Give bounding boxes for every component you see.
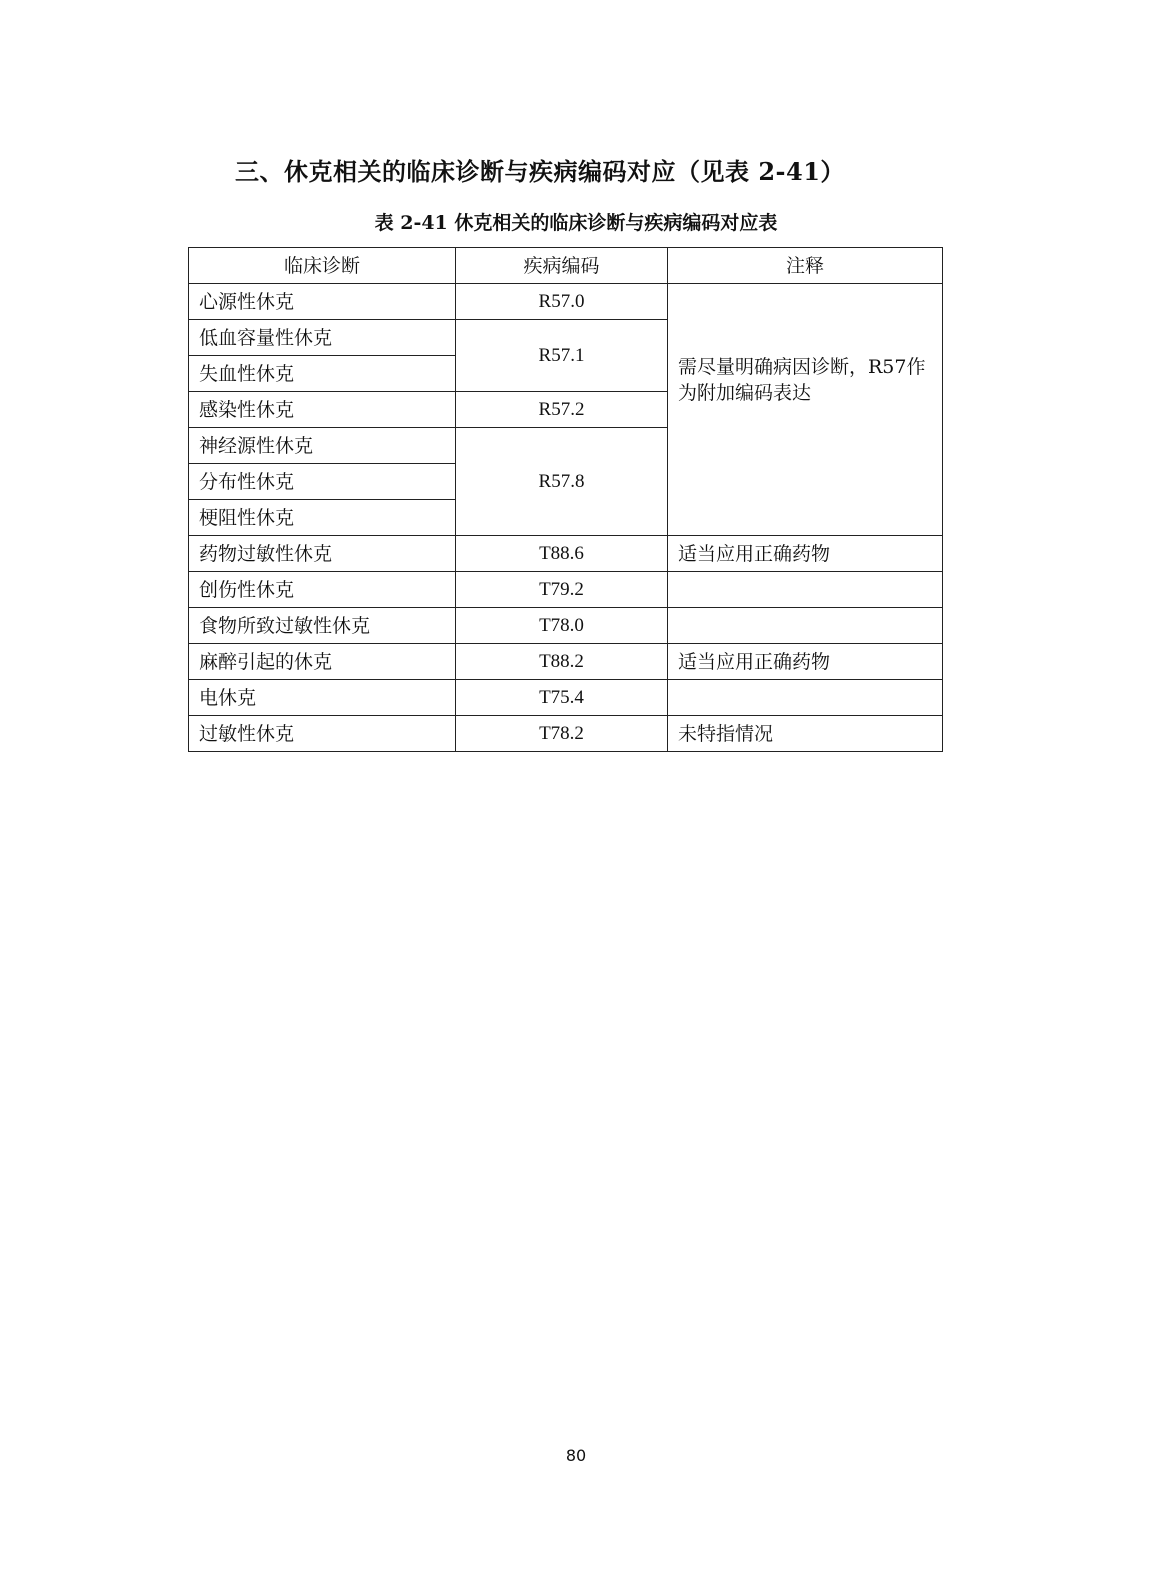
table-row (189, 536, 943, 572)
table-row (189, 644, 943, 680)
code-cell: T79.2 (456, 572, 668, 608)
diagnosis-cell: 感染性休克 (189, 392, 456, 428)
note-cell: 适当应用正确药物 (668, 644, 943, 680)
note-cell (668, 680, 943, 716)
code-cell: T88.2 (456, 644, 668, 680)
diagnosis-cell: 低血容量性休克 (189, 320, 456, 356)
code-cell-merged: R57.8 (456, 428, 668, 536)
diagnosis-cell: 失血性休克 (189, 356, 456, 392)
header-code: 疾病编码 (456, 248, 668, 284)
note-cell (668, 608, 943, 644)
diagnosis-cell: 过敏性休克 (189, 716, 456, 752)
header-note: 注释 (668, 248, 943, 284)
diagnosis-cell: 药物过敏性休克 (189, 536, 456, 572)
code-cell: T78.2 (456, 716, 668, 752)
code-cell-merged: R57.1 (456, 320, 668, 392)
diagnosis-code-table (188, 247, 943, 752)
section-heading: 三、休克相关的临床诊断与疾病编码对应（见表 2-41） (235, 157, 845, 186)
table-row (189, 608, 943, 644)
table-header-row (189, 248, 943, 284)
diagnosis-cell: 麻醉引起的休克 (189, 644, 456, 680)
note-cell-merged: 需尽量明确病因诊断，R57作为附加编码表达 (668, 284, 943, 536)
diagnosis-cell: 分布性休克 (189, 464, 456, 500)
table-row (189, 284, 943, 320)
diagnosis-cell: 食物所致过敏性休克 (189, 608, 456, 644)
table-row (189, 680, 943, 716)
table-row (189, 572, 943, 608)
table-row (189, 716, 943, 752)
diagnosis-cell: 创伤性休克 (189, 572, 456, 608)
code-cell: T75.4 (456, 680, 668, 716)
diagnosis-cell: 电休克 (189, 680, 456, 716)
table-caption: 表 2-41 休克相关的临床诊断与疾病编码对应表 (374, 212, 778, 234)
code-cell: R57.2 (456, 392, 668, 428)
diagnosis-cell: 神经源性休克 (189, 428, 456, 464)
header-diagnosis: 临床诊断 (189, 248, 456, 284)
diagnosis-cell: 心源性休克 (189, 284, 456, 320)
diagnosis-cell: 梗阻性休克 (189, 500, 456, 536)
page-number: 80 (565, 1446, 587, 1465)
note-cell: 适当应用正确药物 (668, 536, 943, 572)
code-cell: R57.0 (456, 284, 668, 320)
note-cell: 未特指情况 (668, 716, 943, 752)
note-cell (668, 572, 943, 608)
code-cell: T78.0 (456, 608, 668, 644)
code-cell: T88.6 (456, 536, 668, 572)
